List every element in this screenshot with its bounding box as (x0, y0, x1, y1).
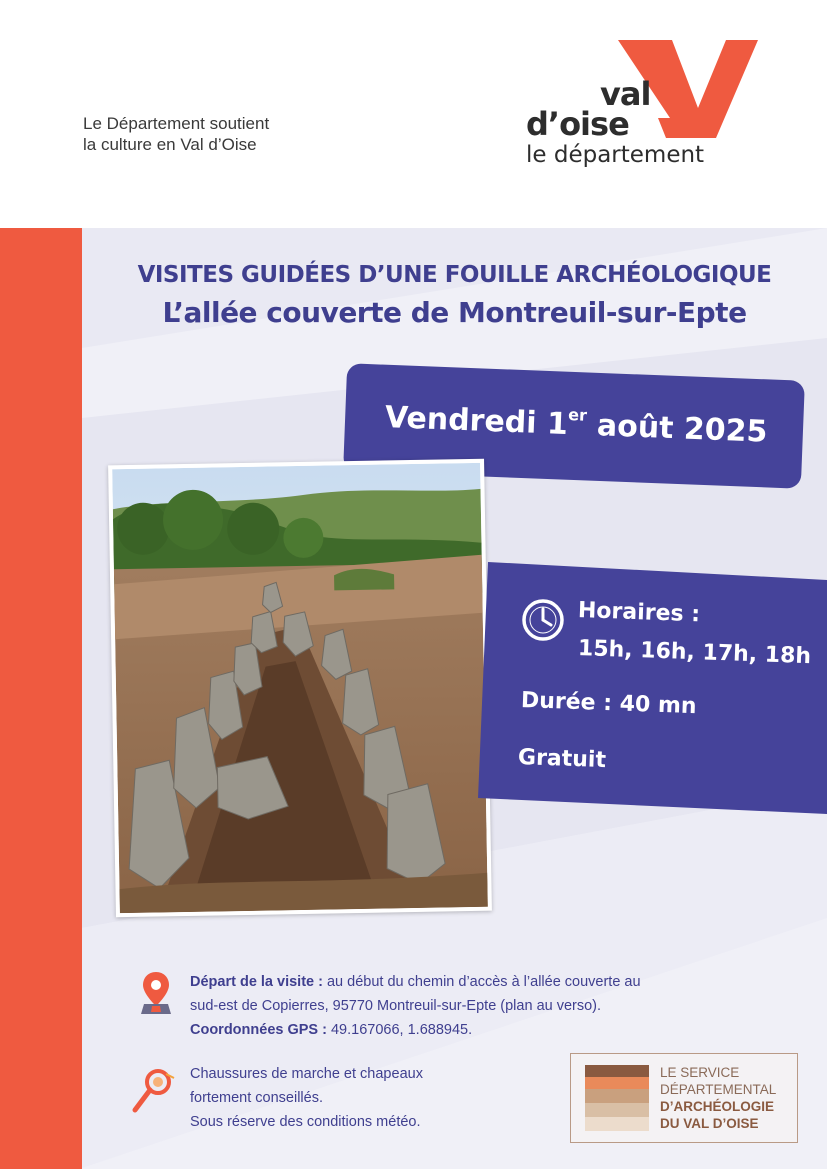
service-logo-text (660, 1064, 776, 1132)
price: Gratuit (517, 745, 607, 774)
depart-text-1: au début du chemin d’accès à l’allée couverte au (322, 974, 641, 990)
date-month-year: août 2025 (585, 407, 769, 450)
tagline-line-2: la culture en Val d’Oise (83, 135, 257, 154)
strata-icon (585, 1065, 649, 1131)
hours-label: Horaires : (577, 598, 701, 628)
map-pin-icon (140, 970, 172, 1016)
service-line-2: DÉPARTEMENTAL (660, 1082, 777, 1097)
hours-value: 15h, 16h, 17h, 18h (577, 636, 812, 670)
event-heading (82, 262, 827, 329)
service-line-4: DU VAL D’OISE (660, 1116, 759, 1131)
clock-icon (521, 598, 565, 642)
advice-text (190, 1062, 423, 1134)
service-line-3: D’ARCHÉOLOGIE (660, 1099, 775, 1114)
depart-label: Départ de la visite : (190, 974, 323, 990)
site-photo-illustration (112, 463, 488, 913)
logo-word-departement: le département (526, 142, 705, 168)
advice-line-1: Chaussures de marche et chapeaux (190, 1066, 423, 1082)
date-superscript: er (567, 405, 588, 425)
tagline (83, 113, 269, 155)
access-details (190, 970, 641, 1042)
logo-word-val: val (600, 75, 651, 113)
service-archeologie-logo (570, 1053, 798, 1143)
advice-line-3: Sous réserve des conditions météo. (190, 1114, 421, 1130)
duration: Durée : 40 mn (520, 688, 697, 720)
header (0, 0, 827, 228)
gps-label: Coordonnées GPS : (190, 1022, 327, 1038)
depart-text-2: sud-est de Copierres, 95770 Montreuil-sur-Epte (plan au verso). (190, 998, 602, 1014)
left-accent-bar (0, 228, 82, 1169)
gps-value: 49.167066, 1.688945. (326, 1022, 473, 1038)
magnifier-icon (130, 1066, 178, 1116)
allee-couverte-photo (108, 459, 492, 917)
event-kicker: VISITES GUIDÉES D’UNE FOUILLE ARCHÉOLOGIQUE (137, 262, 772, 288)
service-line-1: LE SERVICE (660, 1065, 740, 1080)
advice-line-2: fortement conseillés. (190, 1090, 323, 1106)
event-title: L’allée couverte de Montreuil-sur-Epte (162, 296, 747, 329)
date-day: Vendredi 1 (384, 400, 569, 443)
val-doise-logo (520, 38, 780, 178)
tagline-line-1: Le Département soutient (83, 114, 270, 133)
logo-word-doise: d’oise (526, 105, 629, 143)
